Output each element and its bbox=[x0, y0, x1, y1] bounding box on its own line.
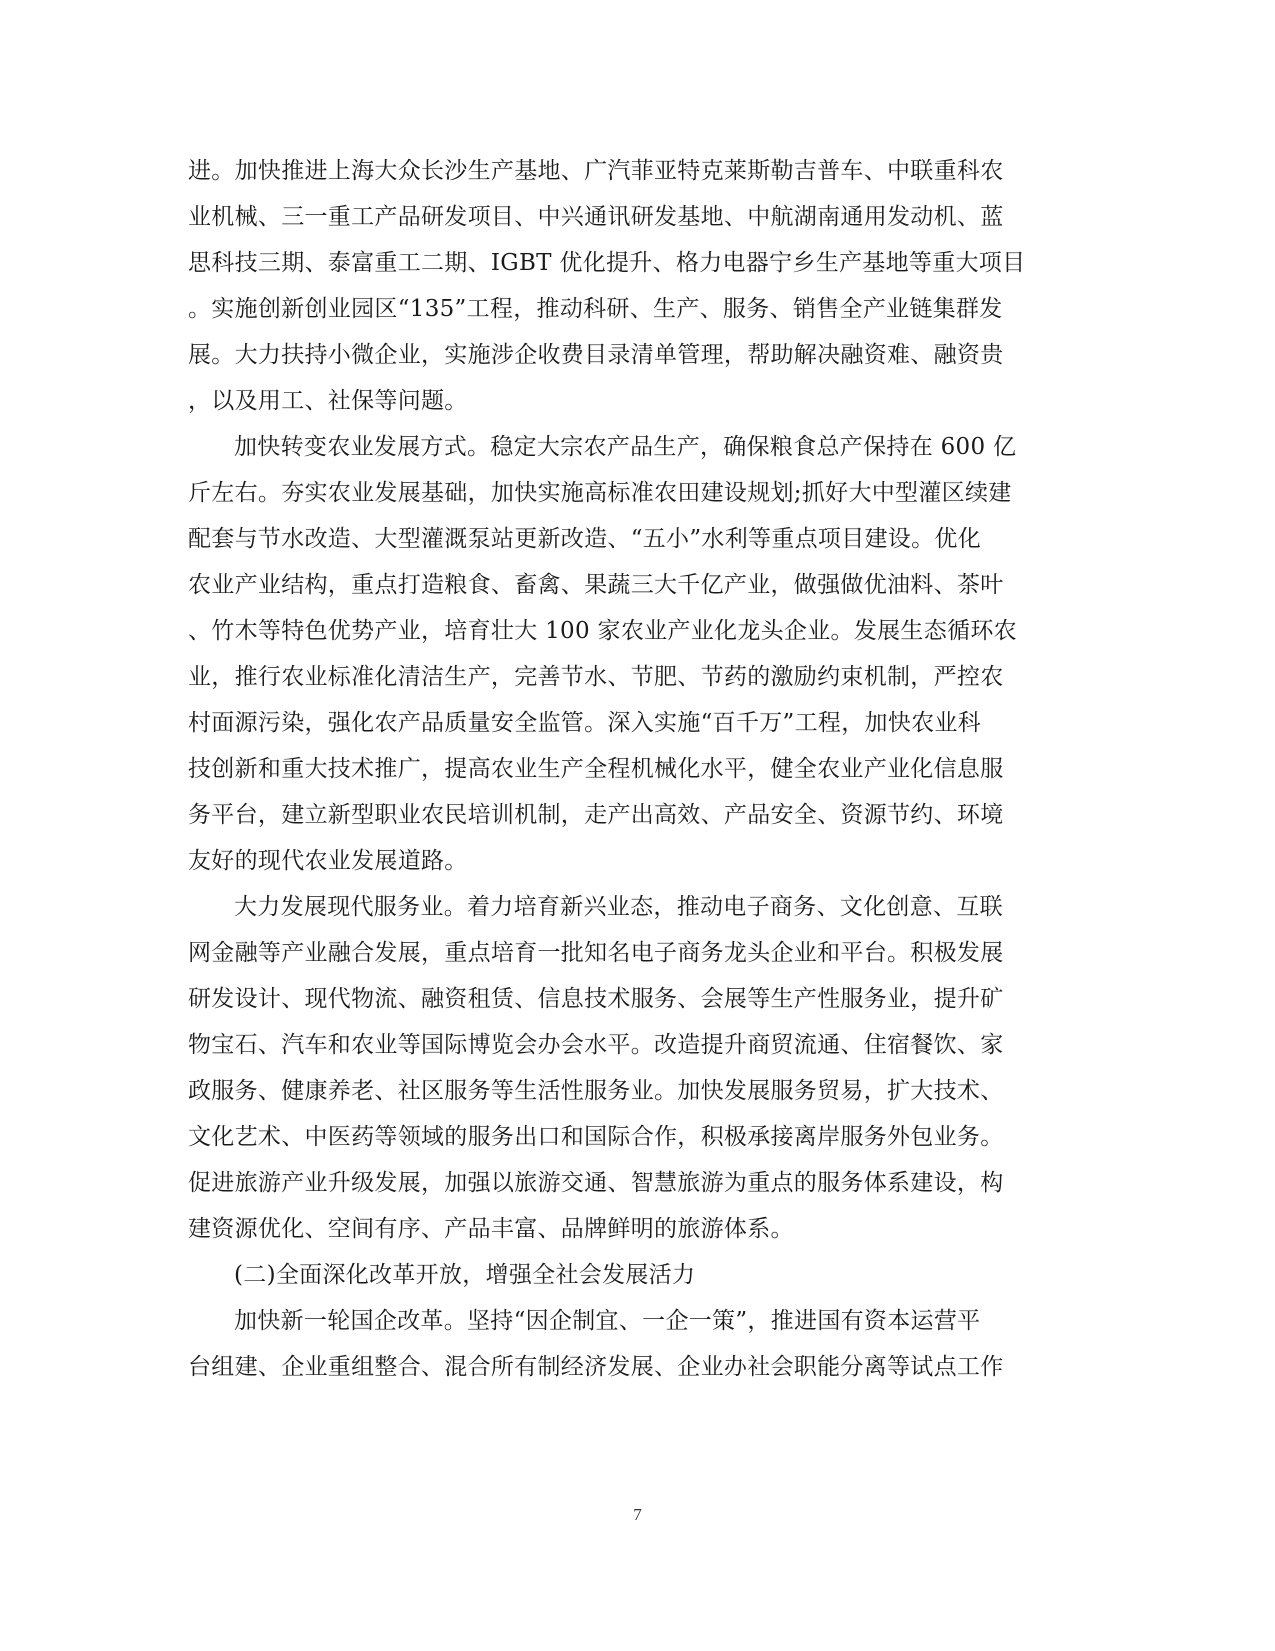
text-line: 技创新和重大技术推广，提高农业生产全程机械化水平，健全农业产业化信息服 bbox=[188, 756, 1004, 782]
text-line: 进。加快推进上海大众长沙生产基地、广汽菲亚特克莱斯勒吉普车、中联重科农 bbox=[188, 158, 1004, 184]
section-heading: (二)全面深化改革开放，增强全社会发展活力 bbox=[234, 1262, 696, 1288]
text-line: 务平台，建立新型职业农民培训机制，走产出高效、产品安全、资源节约、环境 bbox=[188, 802, 1004, 828]
paragraph-first-line: 大力发展现代服务业。着力培育新兴业态，推动电子商务、文化创意、互联 bbox=[234, 894, 1003, 920]
text-line: 网金融等产业融合发展，重点培育一批知名电子商务龙头企业和平台。积极发展 bbox=[188, 940, 1004, 966]
text-line: 研发设计、现代物流、融资租赁、信息技术服务、会展等生产性服务业，提升矿 bbox=[188, 986, 1004, 1012]
text-line: 台组建、企业重组整合、混合所有制经济发展、企业办社会职能分离等试点工作 bbox=[188, 1354, 1004, 1380]
text-line: ，以及用工、社保等问题。 bbox=[188, 388, 468, 414]
text-line: 业，推行农业标准化清洁生产，完善节水、节肥、节药的激励约束机制，严控农 bbox=[188, 664, 1004, 690]
text-line: 文化艺术、中医药等领域的服务出口和国际合作，积极承接离岸服务外包业务。 bbox=[188, 1124, 1004, 1150]
text-line: 业机械、三一重工产品研发项目、中兴通讯研发基地、中航湖南通用发动机、蓝 bbox=[188, 204, 1004, 230]
text-line: 。实施创新创业园区“135”工程，推动科研、生产、服务、销售全产业链集群发 bbox=[188, 296, 1003, 322]
text-line: 思科技三期、泰富重工二期、IGBT 优化提升、格力电器宁乡生产基地等重大项目 bbox=[188, 250, 1026, 276]
text-line: 斤左右。夯实农业发展基础，加快实施高标准农田建设规划;抓好大中型灌区续建 bbox=[188, 480, 1012, 506]
paragraph-first-line: 加快新一轮国企改革。坚持“因企制宜、一企一策”，推进国有资本运营平 bbox=[234, 1308, 981, 1334]
text-line: 友好的现代农业发展道路。 bbox=[188, 848, 468, 874]
text-line: 展。大力扶持小微企业，实施涉企收费目录清单管理，帮助解决融资难、融资贵 bbox=[188, 342, 1004, 368]
text-line: 政服务、健康养老、社区服务等生活性服务业。加快发展服务贸易，扩大技术、 bbox=[188, 1078, 1004, 1104]
paragraph-first-line: 加快转变农业发展方式。稳定大宗农产品生产，确保粮食总产保持在 600 亿 bbox=[234, 434, 1017, 460]
page-number: 7 bbox=[633, 1505, 642, 1524]
text-line: 建资源优化、空间有序、产品丰富、品牌鲜明的旅游体系。 bbox=[188, 1216, 794, 1242]
text-line: 物宝石、汽车和农业等国际博览会办会水平。改造提升商贸流通、住宿餐饮、家 bbox=[188, 1032, 1004, 1058]
text-line: 农业产业结构，重点打造粮食、畜禽、果蔬三大千亿产业，做强做优油料、茶叶 bbox=[188, 572, 1004, 598]
text-line: 村面源污染，强化农产品质量安全监管。深入实施“百千万”工程，加快农业科 bbox=[188, 710, 982, 736]
text-line: 促进旅游产业升级发展，加强以旅游交通、智慧旅游为重点的服务体系建设，构 bbox=[188, 1170, 1004, 1196]
text-line: 、竹木等特色优势产业，培育壮大 100 家农业产业化龙头企业。发展生态循环农 bbox=[188, 618, 1017, 644]
text-line: 配套与节水改造、大型灌溉泵站更新改造、“五小”水利等重点项目建设。优化 bbox=[188, 526, 982, 552]
